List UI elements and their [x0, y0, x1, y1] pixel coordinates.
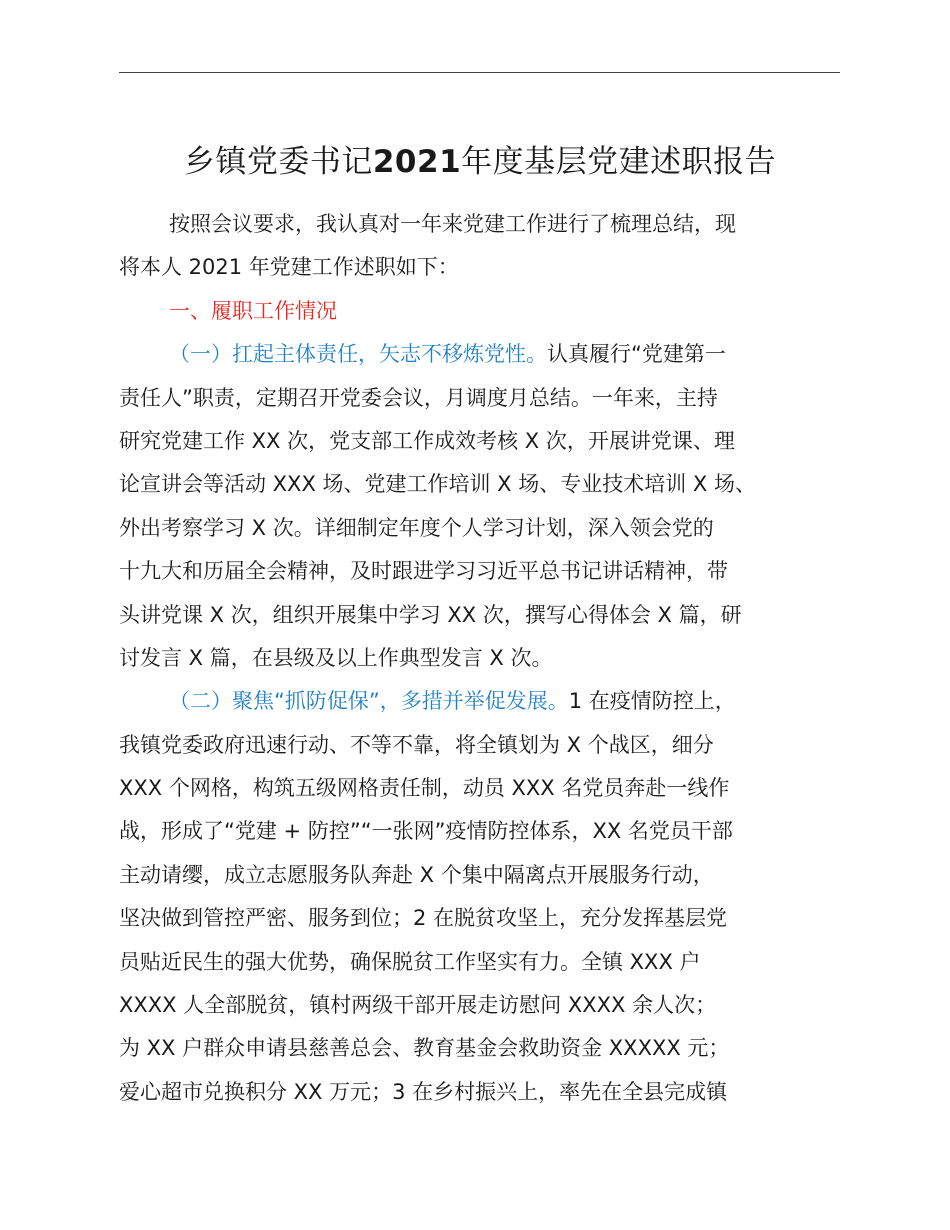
paragraph-line: 外出考察学习 X 次。详细制定年度个人学习计划，深入领会党的: [119, 515, 714, 540]
paragraph-line: 研究党建工作 XX 次，党支部工作成效考核 X 次，开展讲党课、理: [119, 428, 735, 453]
paragraph-line: 十九大和历届全会精神，及时跟进学习习近平总书记讲话精神，带: [119, 559, 728, 584]
subsection-heading: （二）聚焦“抓防促保”，多措并举促发展。: [169, 689, 569, 714]
document-title: [110, 136, 850, 181]
title-suffix: 年度基层党建述职报告: [461, 144, 777, 180]
title-year: 2021: [372, 144, 462, 180]
paragraph-line: XXX 个网格，构筑五级网格责任制，动员 XXX 名党员奔赴一线作: [119, 776, 730, 801]
document-body: [119, 203, 849, 1114]
subsection-heading: （一）扛起主体责任，矢志不移炼党性。: [169, 342, 547, 367]
intro-line: 按照会议要求，我认真对一年来党建工作进行了梳理总结，现: [169, 212, 736, 236]
header-rule: [119, 72, 840, 73]
paragraph-line: 战，形成了“党建 + 防控”“一张网”疫情防控体系，XX 名党员干部: [119, 819, 733, 844]
paragraph-line: [119, 680, 849, 723]
section-heading: 一、履职工作情况: [169, 298, 337, 323]
paragraph-line: 主动请缨，成立志愿服务队奔赴 X 个集中隔离点开展服务行动，: [119, 862, 714, 887]
intro-line: 将本人 2021 年党建工作述职如下：: [119, 255, 459, 280]
paragraph-line: 头讲党课 X 次，组织开展集中学习 XX 次，撰写心得体会 X 篇，研: [119, 602, 742, 627]
paragraph-text: 认真履行“党建第一: [547, 342, 726, 367]
paragraph-line: 我镇党委政府迅速行动、不等不靠，将全镇划为 X 个战区，细分: [119, 732, 714, 757]
paragraph-line: [119, 333, 849, 376]
paragraph-line: XXXX 人全部脱贫，镇村两级干部开展走访慰问 XXXX 余人次；: [119, 993, 717, 1018]
paragraph-line: 坚决做到管控严密、服务到位；2 在脱贫攻坚上，充分发挥基层党: [119, 906, 728, 931]
paragraph-line: 讨发言 X 篇，在县级及以上作典型发言 X 次。: [119, 645, 553, 670]
title-prefix: 乡镇党委书记: [183, 144, 373, 180]
paragraph-line: 爱心超市兑换积分 XX 万元；3 在乡村振兴上，率先在全县完成镇: [119, 1079, 728, 1104]
paragraph-text: 1 在疫情防控上，: [568, 689, 736, 714]
paragraph-line: 论宣讲会等活动 XXX 场、党建工作培训 X 场、专业技术培训 X 场、: [119, 472, 756, 497]
paragraph-line: 员贴近民生的强大优势，确保脱贫工作坚实有力。全镇 XXX 户: [119, 949, 701, 974]
paragraph-line: 为 XX 户群众申请县慈善总会、教育基金会救助资金 XXXXX 元；: [119, 1036, 730, 1061]
paragraph-line: 责任人”职责，定期召开党委会议，月调度月总结。一年来，主持: [119, 385, 718, 410]
